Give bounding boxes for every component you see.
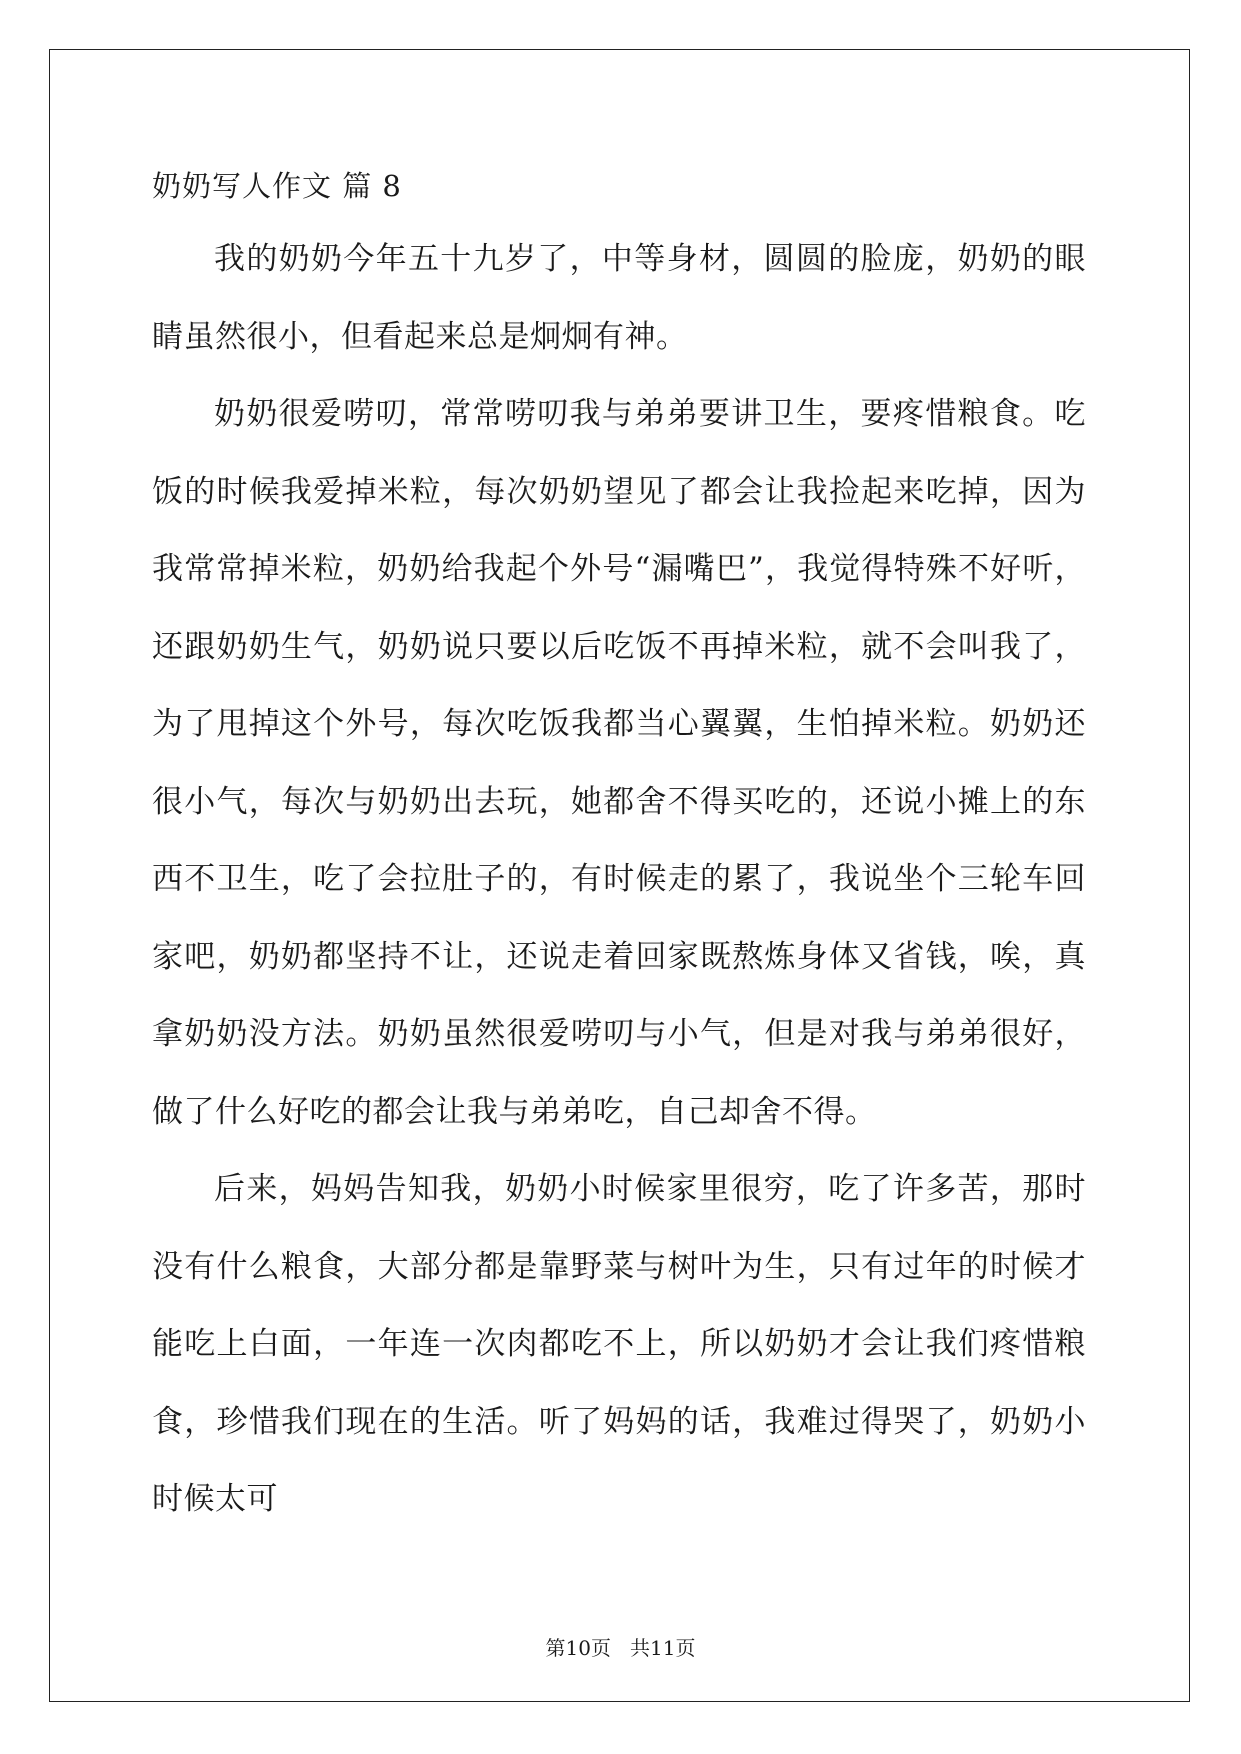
paragraph-3: 后来，妈妈告知我，奶奶小时候家里很穷，吃了许多苦，那时没有什么粮食，大部分都是靠野菜与树叶为生，只有过年的时候才能吃上白面，一年连一次肉都吃不上，所以奶奶才会让我们疼惜粮食，珍惜我们现在的生活。听了妈妈的话，我难过得哭了，奶奶小时候太可 [152, 1171, 1086, 1517]
essay-body [152, 221, 1086, 1539]
paragraph-1: 我的奶奶今年五十九岁了，中等身材，圆圆的脸庞，奶奶的眼睛虽然很小，但看起来总是炯炯有神。 [152, 241, 1086, 355]
page-number-footer: 第10页 共11页 [545, 1636, 696, 1660]
paragraph-2: 奶奶很爱唠叨，常常唠叨我与弟弟要讲卫生，要疼惜粮食。吃饭的时候我爱掉米粒，每次奶奶望见了都会让我捡起来吃掉，因为我常常掉米粒，奶奶给我起个外号“漏嘴巴”，我觉得特殊不好听，还跟奶奶生气，奶奶说只要以后吃饭不再掉米粒，就不会叫我了，为了甩掉这个外号，每次吃饭我都当心翼翼，生怕掉米粒。奶奶还很小气，每次与奶奶出去玩，她都舍不得买吃的，还说小摊上的东西不卫生，吃了会拉肚子的，有时候走的累了，我说坐个三轮车回家吧，奶奶都坚持不让，还说走着回家既熬炼身体又省钱，唉，真拿奶奶没方法。奶奶虽然很爱唠叨与小气，但是对我与弟弟很好，做了什么好吃的都会让我与弟弟吃，自己却舍不得。 [152, 396, 1086, 1130]
essay-title: 奶奶写人作文 篇 8 [152, 169, 402, 203]
